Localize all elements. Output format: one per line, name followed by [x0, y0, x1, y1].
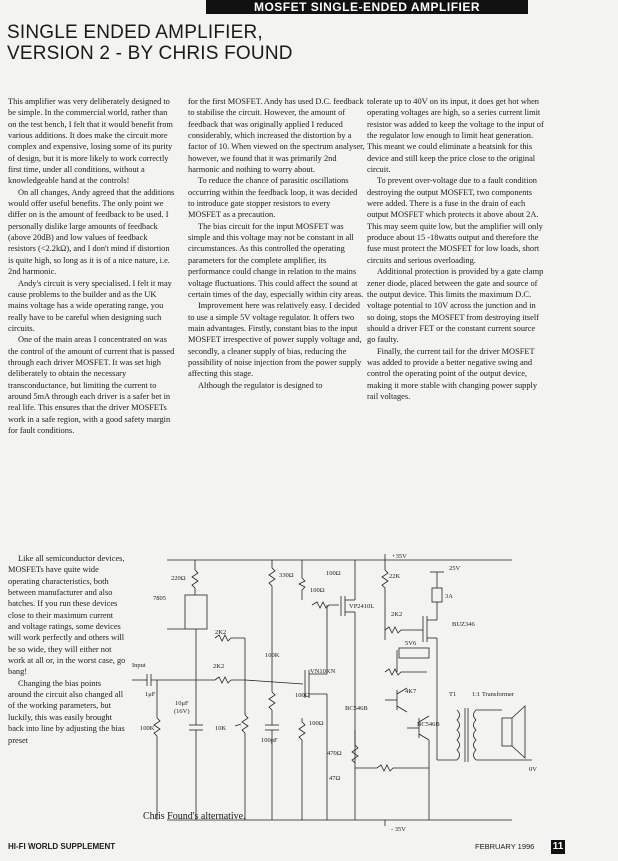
svg-text:T1: T1 [449, 691, 457, 698]
svg-text:10K: 10K [215, 725, 227, 732]
svg-text:BC546B: BC546B [417, 721, 440, 728]
schematic-wiring [132, 554, 532, 826]
svg-text:220Ω: 220Ω [171, 575, 186, 582]
paragraph: On all changes, Andy agreed that the additions would offer useful benefits. The only point we differ on is the amount of feedback to be used. I personally dislike large amounts of feedback (above 20dB) and low values of feedback resistors (<2.2kΩ), and I don't mind if distortion is quite high, so long as it is of a nice nature, i.e. 2nd harmonic. [8, 187, 175, 277]
figure-caption: Chris Found's alternative. [143, 811, 246, 822]
svg-text:470Ω: 470Ω [327, 750, 342, 757]
svg-text:1:1 Transformer: 1:1 Transformer [472, 691, 515, 698]
svg-text:100K: 100K [140, 725, 155, 732]
svg-text:100Ω: 100Ω [310, 587, 325, 594]
svg-text:3A: 3A [445, 593, 453, 600]
svg-text:4K7: 4K7 [405, 688, 417, 695]
paragraph: Andy's circuit is very specialised. I felt it may cause problems to the builder and as the UK mains voltage has a wide operating range, you really have to be careful when designing such circuits. [8, 278, 172, 333]
svg-text:5V6: 5V6 [405, 640, 417, 647]
svg-text:(16V): (16V) [174, 708, 190, 715]
paragraph: Additional protection is provided by a gate clamp zener diode, placed between the gate and source of the output device. This limits the maximum D.C. voltage potential to 10V across the junction and in so doing, stops the MOSFET from destroying itself should a driver FET or the constant current source go faulty. [367, 267, 544, 345]
svg-text:22K: 22K [389, 573, 401, 580]
svg-text:BC546B: BC546B [345, 705, 368, 712]
text-column-1 [8, 96, 176, 436]
paragraph: The bias circuit for the input MOSFET was simple and this voltage may not be constant in all circumstances. As this controlled the operating parameters for the complete amplifier, its performance could change in relation to the mains voltage fluctuations. This could affect the sound at certain times of the day, especially within city areas. [188, 221, 364, 299]
issue-date: FEBRUARY 1996 [475, 842, 535, 851]
paragraph: Finally, the current tail for the driver MOSFET was added to provide a better negative swing and control the operating point of the output device, making it more stable with changing power supply rail voltages. [367, 346, 538, 401]
svg-text:+35V: +35V [392, 553, 407, 560]
svg-text:100K: 100K [265, 652, 280, 659]
svg-text:10μF: 10μF [175, 700, 189, 707]
svg-text:1μF: 1μF [145, 691, 156, 698]
svg-text:100Ω: 100Ω [295, 692, 310, 699]
svg-text:100Ω: 100Ω [309, 720, 324, 727]
paragraph: To reduce the chance of parasitic oscillations occurring within the feedback loop, it was decided to introduce gate stopper resistors to every MOSFET as a precaution. [188, 176, 358, 220]
paragraph: tolerate up to 40V on its input, it does get hot when operating voltages are high, so a series current limit resistor was added to keep the voltage to the input of the regulator low enough to limit heat generation. This meant we could eliminate a heatsink for this device and still keep the price close to the original circuit. [367, 97, 544, 175]
svg-text:Input: Input [132, 662, 146, 669]
paragraph: Changing the bias points around the circuit also changed all of the working parameters, but luckily, this was easily brought back into line by adjusting the bias preset [8, 678, 125, 745]
title-line-1: SINGLE ENDED AMPLIFIER, [7, 22, 263, 43]
svg-text:VN10KN: VN10KN [310, 668, 336, 675]
svg-text:- 35V: - 35V [391, 826, 406, 832]
paragraph: Improvement here was relatively easy. I decided to use a simple 5V voltage regulator. It offers two main advantages. Firstly, constant bias to the input MOSFET irrespective of power supply voltage and, secondly, a cleaner supply of bias, reducing the possibility of noise injection from the power supply affecting this stage. [188, 301, 362, 379]
svg-text:330Ω: 330Ω [279, 572, 294, 579]
amplifier-schematic [127, 550, 549, 832]
svg-text:100pF: 100pF [261, 737, 278, 744]
paragraph: This amplifier was very deliberately designed to be simple. In the commercial world, rather than on the test bench, I felt that it would benefit from various additions. It does make the circuit more complex and expensive, losing some of its purity of design, but it is more likely to work correctly first time, under all conditions, without a knowledgeable hand at the controls! [8, 97, 173, 186]
svg-text:2K2: 2K2 [391, 611, 403, 618]
title-line-2: VERSION 2 - BY CHRIS FOUND [7, 43, 293, 64]
paragraph: Although the regulator is designed to [198, 380, 323, 390]
svg-text:7805: 7805 [153, 595, 166, 602]
text-column-2 [188, 96, 365, 391]
svg-text:BUZ346: BUZ346 [452, 621, 475, 628]
section-banner: MOSFET SINGLE-ENDED AMPLIFIER [206, 0, 528, 14]
paragraph: To prevent over-voltage due to a fault condition destroying the output MOSFET, two components were added. There is a fuse in the drain of each output MOSFET which protects it above about 2A. This may seem quite low, but the amplifier will only produce about 15 -18watts output and therefore the fuse must protect the MOSFET for low loads, short circuits and serious overloading. [367, 176, 543, 265]
text-column-3 [367, 96, 545, 402]
paragraph: for the first MOSFET. Andy has used D.C. feedback to stabilise the circuit. However, the amount of feedback that was originally applied I reduced considerably, which increased the distortion by a factor of 10. When viewed on the spectrum analyser, however, we found that it was primarily 2nd harmonic and nothing to worry about. [188, 97, 365, 175]
paragraph: One of the main areas I concentrated on was the control of the amount of current that is passed through each driver MOSFET. It was set high deliberately to obtain the necessary transconductance, but limiting the current to around 5mA through each driver is a safer bet in real life. This ensures that the driver MOSFETs work in a safe region, with a good safety margin for fault conditions. [8, 335, 175, 435]
svg-text:0V: 0V [529, 766, 537, 773]
publication-name: HI-FI WORLD SUPPLEMENT [8, 842, 116, 851]
svg-text:47Ω: 47Ω [329, 775, 341, 782]
paragraph: Like all semiconductor devices, MOSFETs have quite wide operating characteristics, both between manufacturer and also batches. If you run these devices close to their maximum current and voltage ratings, some devices will work perfectly and others will be so wide, they will either not work at all or, in the worst case, go bang! [8, 554, 126, 677]
svg-text:25V: 25V [449, 565, 461, 572]
page-number: 11 [552, 841, 564, 852]
svg-text:2K2: 2K2 [213, 663, 225, 670]
svg-text:VP2410L: VP2410L [349, 603, 375, 610]
text-column-1-lower [8, 553, 126, 746]
article-title [7, 22, 407, 64]
svg-text:100Ω: 100Ω [326, 570, 341, 577]
svg-text:2K2: 2K2 [215, 629, 227, 636]
